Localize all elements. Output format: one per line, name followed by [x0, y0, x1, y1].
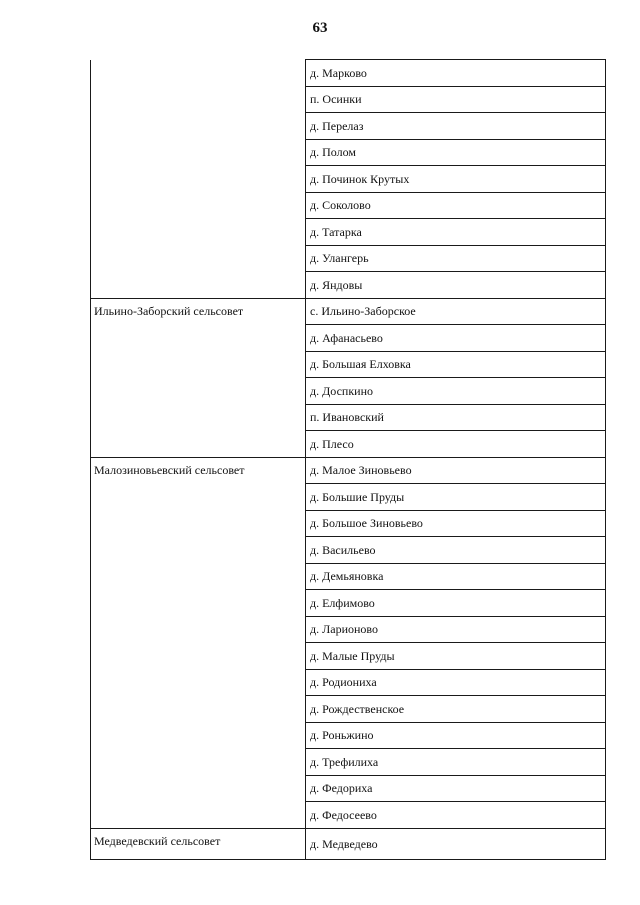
- settlement-cell: д. Яндовы: [306, 272, 606, 299]
- table-row: [91, 828, 606, 860]
- settlement-cell: д. Перелаз: [306, 113, 606, 140]
- sovet-cell: Малозиновьевский сельсовет: [91, 457, 306, 828]
- settlement-cell: д. Починок Крутых: [306, 166, 606, 193]
- settlement-cell: д. Большая Елховка: [306, 351, 606, 378]
- settlement-cell: д. Большое Зиновьево: [306, 510, 606, 537]
- settlement-cell: п. Осинки: [306, 86, 606, 113]
- settlement-cell: д. Медведево: [306, 828, 606, 860]
- settlement-cell: д. Большие Пруды: [306, 484, 606, 511]
- settlement-cell: д. Афанасьево: [306, 325, 606, 352]
- settlement-cell: д. Марково: [306, 60, 606, 87]
- settlement-cell: с. Ильино-Заборское: [306, 298, 606, 325]
- settlement-cell: п. Ивановский: [306, 404, 606, 431]
- settlement-cell: д. Плесо: [306, 431, 606, 458]
- sovet-cell: Ильино-Заборский сельсовет: [91, 298, 306, 457]
- table-row: [91, 60, 606, 87]
- settlement-cell: д. Елфимово: [306, 590, 606, 617]
- settlement-cell: д. Федосеево: [306, 802, 606, 829]
- settlement-cell: д. Федориха: [306, 775, 606, 802]
- settlement-cell: д. Роньжино: [306, 722, 606, 749]
- settlement-cell: д. Малое Зиновьево: [306, 457, 606, 484]
- settlement-cell: д. Демьяновка: [306, 563, 606, 590]
- settlement-cell: д. Родиониха: [306, 669, 606, 696]
- sovet-cell: [91, 60, 306, 299]
- sovet-cell: Медведевский сельсовет: [91, 828, 306, 860]
- settlement-cell: д. Трефилиха: [306, 749, 606, 776]
- table-row: [91, 457, 606, 484]
- settlement-cell: д. Татарка: [306, 219, 606, 246]
- settlement-cell: д. Васильево: [306, 537, 606, 564]
- settlement-cell: д. Ларионово: [306, 616, 606, 643]
- settlement-cell: д. Доспкино: [306, 378, 606, 405]
- settlement-cell: д. Малые Пруды: [306, 643, 606, 670]
- settlement-cell: д. Рождественское: [306, 696, 606, 723]
- table-row: [91, 298, 606, 325]
- settlement-cell: д. Соколово: [306, 192, 606, 219]
- page-number: 63: [312, 20, 328, 36]
- settlement-cell: д. Улангерь: [306, 245, 606, 272]
- settlement-cell: д. Полом: [306, 139, 606, 166]
- settlements-table: [90, 59, 606, 860]
